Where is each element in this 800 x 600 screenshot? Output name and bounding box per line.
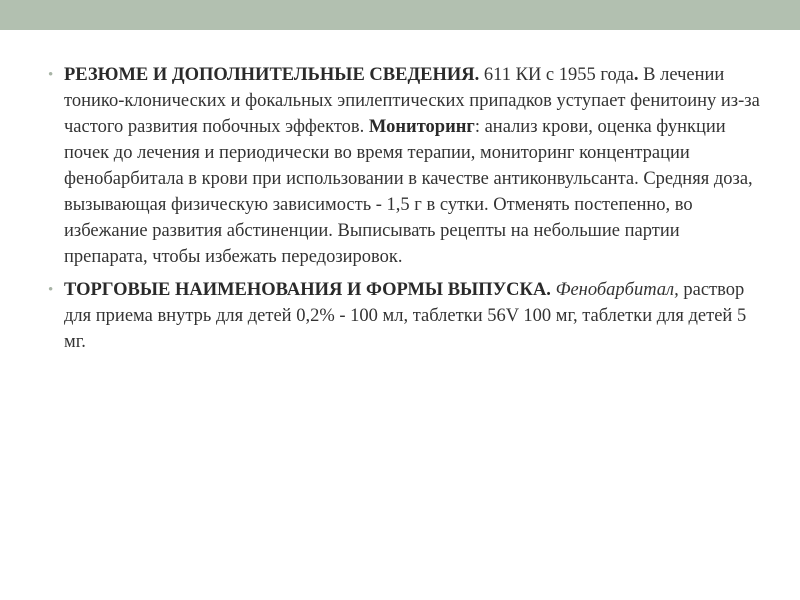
bullet-trade-names — [48, 277, 760, 355]
summary-text-2: В лечении тонико-клонических и фокальных эпилептических припадков уступает фенитоину из-за частого развития побочных эффектов. — [64, 65, 760, 137]
trade-names-text: раствор для приема внутрь для детей 0,2% - 100 мл, таблетки 56V 100 мг, таблетки для детей 5 мг. — [64, 280, 747, 352]
brand-name: Фенобарбитал, — [555, 280, 679, 300]
top-accent-bar — [0, 0, 800, 30]
slide-content — [48, 62, 760, 362]
bullet-marker: • — [48, 282, 54, 298]
summary-heading: РЕЗЮМЕ И ДОПОЛНИТЕЛЬНЫЕ СВЕДЕНИЯ. — [64, 65, 480, 85]
monitoring-label: Мониторинг — [368, 117, 475, 137]
summary-text-3: : анализ крови, оценка функции почек до лечения и периодически во время терапии, мониторинг концентрации фенобарбитала в крови при использовании в качестве антиконвульсанта. Средняя доза, вызывающая физическую зависимость - 1,5 г в сутки. Отменять постепенно, во избежание развития абстиненции. Выписывать рецепты на небольшие партии препарата, чтобы избежать передозировок. — [64, 117, 753, 267]
summary-text-dot: . — [633, 65, 639, 85]
bullet-marker: • — [48, 67, 54, 83]
trade-names-heading: ТОРГОВЫЕ НАИМЕНОВАНИЯ И ФОРМЫ ВЫПУСКА. — [64, 280, 551, 300]
bullet-summary — [48, 62, 760, 270]
summary-text-1: 611 КИ с 1955 года — [479, 65, 634, 85]
bullet-list — [48, 62, 760, 355]
